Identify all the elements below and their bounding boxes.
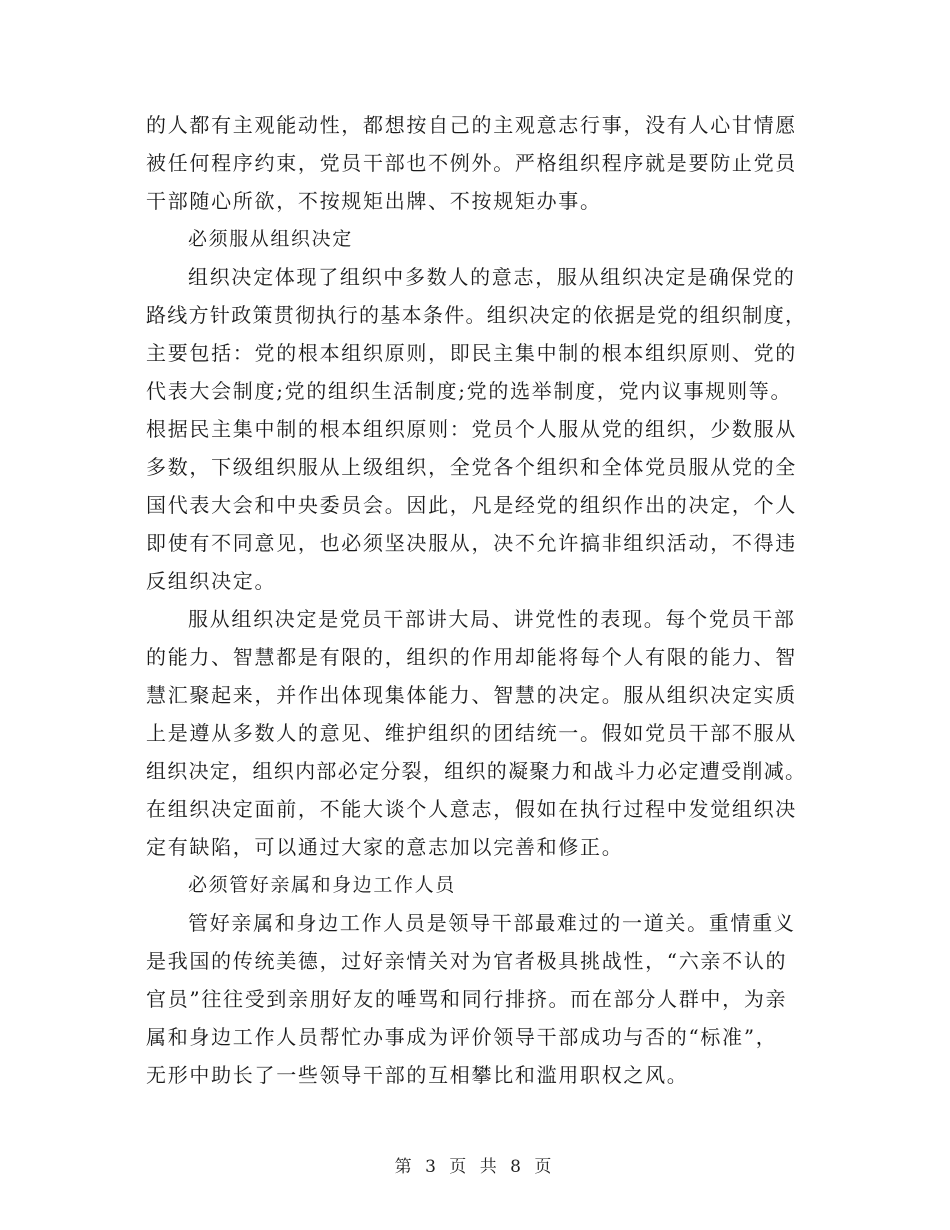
text-line: 是我国的传统美德，过好亲情关对为官者极具挑战性，“六亲不认的 (146, 949, 788, 973)
text-line: 官员”往往受到亲朋好友的唾骂和同行排挤。而在部分人群中，为亲 (146, 987, 788, 1011)
text-line: 代表大会制度;党的组织生活制度;党的选举制度，党内议事规则等。 (146, 379, 793, 403)
text-line: 组织决定体现了组织中多数人的意志，服从组织决定是确保党的 (188, 265, 796, 289)
section-heading: 必须管好亲属和身边工作人员 (188, 874, 456, 896)
text-line: 在组织决定面前，不能大谈个人意志，假如在执行过程中发觉组织决 (146, 797, 797, 821)
document-body (146, 106, 806, 1094)
text-line: 路线方针政策贯彻执行的基本条件。组织决定的依据是党的组织制度， (146, 303, 807, 327)
text-line: 组织决定，组织内部必定分裂，组织的凝聚力和战斗力必定遭受削减。 (146, 759, 807, 783)
text-line: 的人都有主观能动性，都想按自己的主观意志行事，没有人心甘情愿 (146, 113, 797, 137)
text-line: 的能力、智慧都是有限的，组织的作用却能将每个人有限的能力、智 (146, 645, 797, 669)
text-line: 国代表大会和中央委员会。因此，凡是经党的组织作出的决定，个人 (146, 493, 797, 517)
text-line: 干部随心所欲，不按规矩出牌、不按规矩办事。 (146, 189, 602, 213)
section-heading: 必须服从组织决定 (188, 228, 353, 250)
text-line: 多数，下级组织服从上级组织，全党各个组织和全体党员服从党的全 (146, 455, 797, 479)
text-line: 属和身边工作人员帮忙办事成为评价领导干部成功与否的“标准”， (146, 1025, 778, 1049)
text-line: 慧汇聚起来，并作出体现集体能力、智慧的决定。服从组织决定实质 (146, 683, 797, 707)
text-line: 无形中助长了一些领导干部的互相攀比和滥用职权之风。 (146, 1063, 689, 1087)
text-line: 被任何程序约束，党员干部也不例外。严格组织程序就是要防止党员 (146, 151, 797, 175)
text-line: 管好亲属和身边工作人员是领导干部最难过的一道关。重情重义 (188, 911, 796, 935)
text-line: 定有缺陷，可以通过大家的意志加以完善和修正。 (146, 835, 624, 859)
text-line: 主要包括：党的根本组织原则，即民主集中制的根本组织原则、党的 (146, 341, 797, 365)
text-line: 服从组织决定是党员干部讲大局、讲党性的表现。每个党员干部 (188, 607, 796, 631)
page-number-footer: 第 3 页 共 8 页 (394, 1157, 556, 1177)
text-line: 反组织决定。 (146, 569, 277, 593)
text-line: 上是遵从多数人的意见、维护组织的团结统一。假如党员干部不服从 (146, 721, 797, 745)
text-line: 即使有不同意见，也必须坚决服从，决不允许搞非组织活动，不得违 (146, 531, 797, 555)
text-line: 根据民主集中制的根本组织原则：党员个人服从党的组织，少数服从 (146, 417, 797, 441)
